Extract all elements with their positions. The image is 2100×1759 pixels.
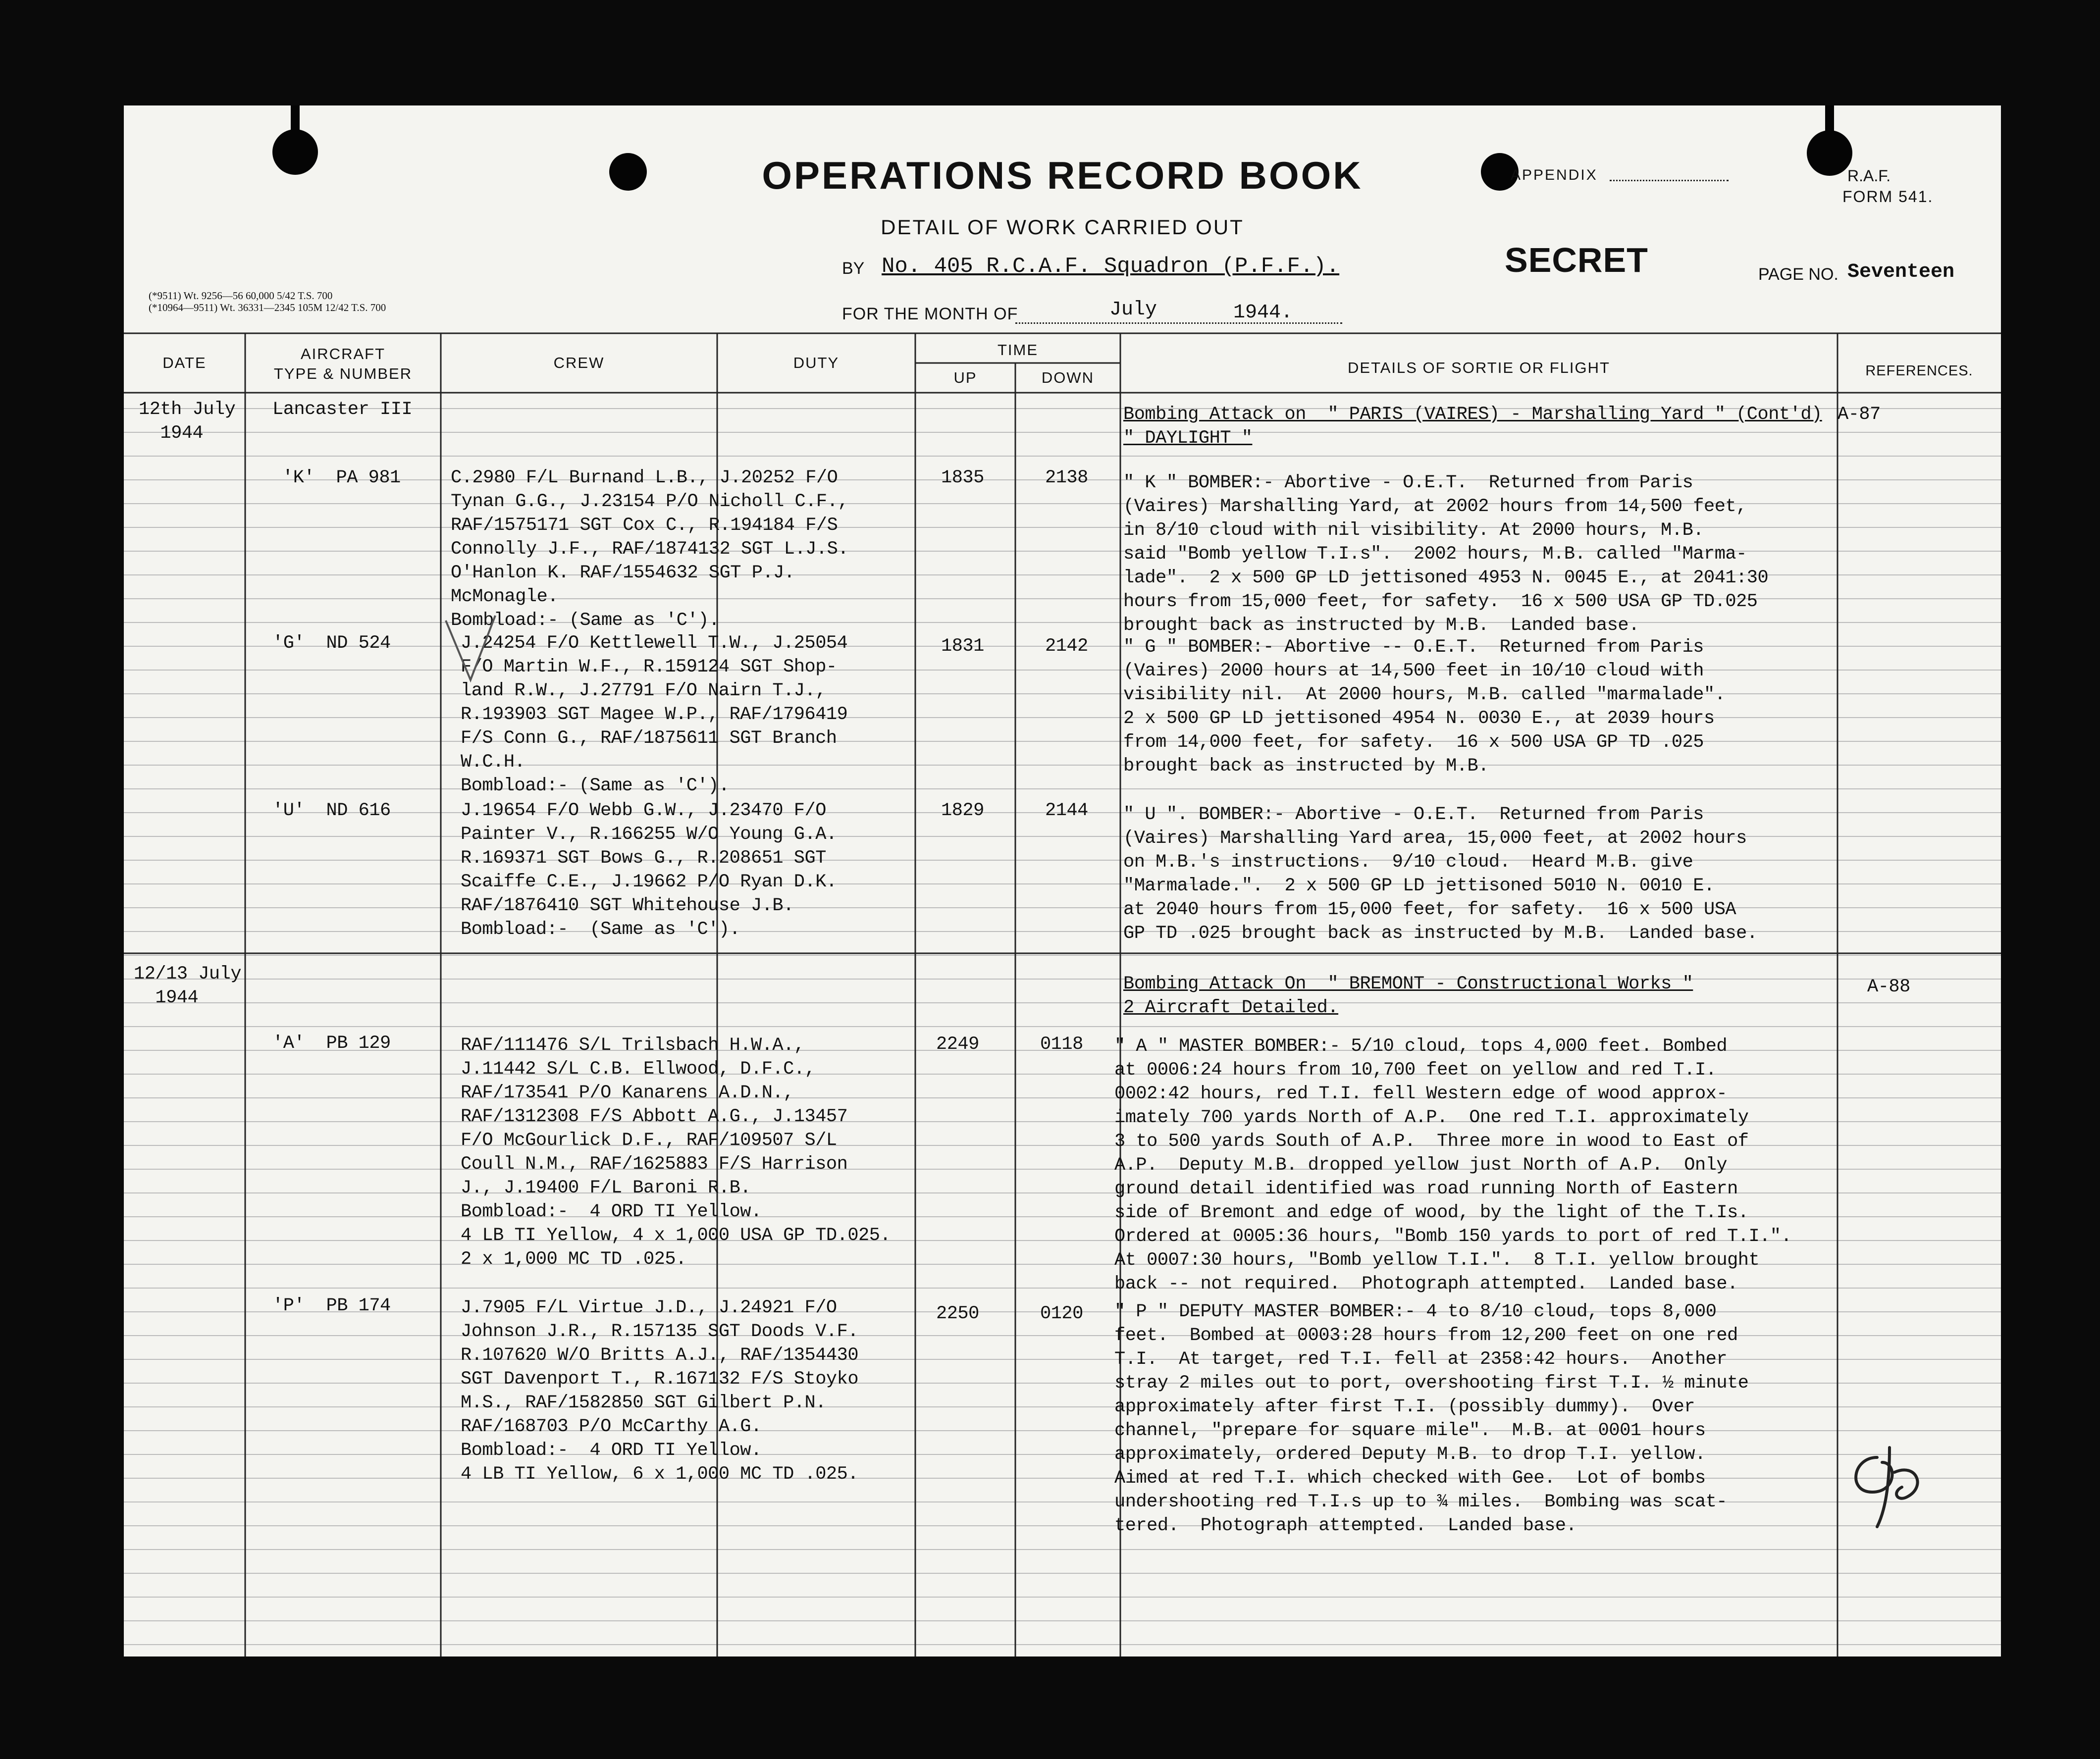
page-number-value: Seventeen [1847,261,1955,283]
aircraft-u: 'U' ND 616 [272,800,391,821]
sortie-heading-bremont: Bombing Attack On " BREMONT - Constructional Works " 2 Aircraft Detailed. [1123,974,1693,1018]
time-up-u: 1829 [941,800,984,821]
date-cell-1: 12th July 1944 [139,399,236,444]
details-p: " P " DEPUTY MASTER BOMBER:- 4 to 8/10 cloud, tops 8,000 feet. Bombed at 0003:28 hours from 12,200 feet on one red T.I. At target, red T.I. fell at 2358:42 hours. Another stray 2 miles out to port, overshooting first T.I. ½ minute approximately after first T.I. (possibly dummy). Over channel, "prepare for square mile". M.B. at 0001 hours approximately, ordered Deputy M.B. to drop T.I. yellow. Aimed at red T.I. which checked with Gee. Lot of bombs undershooting red T.I.s up to ¾ miles. Bombing was scat- tered. Photograph attempted. Landed base. [1114,1301,1749,1536]
details-k: " K " BOMBER:- Abortive - O.E.T. Returned from Paris (Vaires) Marshalling Yard, at 2002 hours from 14,500 feet, in 8/10 cloud with nil visibility. At 2000 hours, M.B. said "Bomb yellow T.I.s". 2002 hours, M.B. called "Marma- lade". 2 x 500 GP LD jettisoned 4953 N. 0045 E., at 2041:30 hours from 15,000 feet, for safety. 16 x 500 USA GP TD.025 brought back as instructed by M.B. Landed base. [1123,472,1769,636]
time-up-k: 1835 [941,467,984,488]
handwritten-initials [1842,1428,1942,1537]
month-value: July [1109,299,1157,321]
date-cell-2: 12/13 July 1944 [134,964,242,1008]
col-header-date: DATE [162,354,207,371]
print-line-1: (*9511) Wt. 9256—56 60,000 5/42 T.S. 700 [149,290,333,302]
record-sheet [124,105,2001,1656]
page-subtitle: DETAIL OF WORK CARRIED OUT [881,215,1244,239]
sortie-heading-paris: Bombing Attack on " PARIS (VAIRES) - Marshalling Yard " (Cont'd) " DAYLIGHT " [1123,404,1822,449]
time-down-g: 2142 [1045,636,1088,657]
col-header-aircraft-line2: TYPE & NUMBER [273,365,413,382]
col-header-time-down: DOWN [1041,369,1095,386]
aircraft-k: 'K' PA 981 [282,467,401,488]
aircraft-p: 'P' PB 174 [272,1295,391,1316]
crew-p: J.7905 F/L Virtue J.D., J.24921 F/O Johnson J.R., R.157135 SGT Doods V.F. R.107620 W/O Britts A.J., RAF/1354430 SGT Davenport T., R.167132 F/S Stoyko M.S., RAF/1582850 SGT Gilbert P.N. RAF/168703 P/O McCarthy A.G. Bombload:- 4 ORD TI Yellow. 4 LB TI Yellow, 6 x 1,000 MC TD .025. [461,1297,859,1485]
form-ref-line1: R.A.F. [1847,167,1891,185]
aircraft-type-cell: Lancaster III [272,399,413,420]
time-up-g: 1831 [941,636,984,657]
page-title: OPERATIONS RECORD BOOK [762,154,1363,197]
col-header-details: DETAILS OF SORTIE OR FLIGHT [1348,359,1610,376]
print-line-2: (*10964—9511) Wt. 36331—2345 105M 12/42 T.S. 700 [149,302,386,313]
time-down-p: 0120 [1040,1303,1083,1324]
aircraft-g: 'G' ND 524 [272,633,391,654]
by-label: BY [842,259,865,278]
col-header-duty: DUTY [793,354,840,371]
reference-a88: A-88 [1867,977,1910,997]
reference-a87: A-87 [1838,404,1881,425]
page-number-label: PAGE NO. [1758,265,1838,284]
col-header-time-up: UP [953,369,977,386]
year-value: 1944. [1233,302,1293,324]
details-a: " A " MASTER BOMBER:- 5/10 cloud, tops 4,000 feet. Bombed at 0006:24 hours from 10,700 feet on yellow and red T.I. 0002:42 hours, red T.I. fell Western edge of wood approx- imately 700 yards North of A.P. One red T.I. approximately 3 to 500 yards South of A.P. Three more in wood to East of A.P. Deputy M.B. dropped yellow just North of A.P. Only ground detail identified was road running North of Eastern side of Bremont and edge of wood, by the light of the T.Is. Ordered at 0005:36 hours, "Bomb 150 yards to port of red T.I.". At 0007:30 hours, "Bomb yellow T.I.". 8 T.I. yellow brought back -- not required. Photograph attempted. Landed base. [1114,1036,1792,1294]
month-label: FOR THE MONTH OF [842,305,1018,323]
appendix-label: APPENDIX [1511,167,1598,183]
by-value: No. 405 R.C.A.F. Squadron (P.F.F.). [882,254,1340,279]
col-header-time: TIME [997,341,1039,359]
time-down-a: 0118 [1040,1034,1083,1055]
col-header-aircraft-line1: AIRCRAFT [301,345,385,362]
time-down-k: 2138 [1045,467,1088,488]
form-ref-line2: FORM 541. [1842,188,1934,206]
col-header-references: REFERENCES. [1865,363,1973,379]
time-up-p: 2250 [936,1303,979,1324]
details-g: " G " BOMBER:- Abortive -- O.E.T. Returned from Paris (Vaires) 2000 hours at 14,500 feet in 10/10 cloud with visibility nil. At 2000 hours, M.B. called "marmalade". 2 x 500 GP LD jettisoned 4954 N. 0030 E., at 2039 hours from 14,000 feet, for safety. 16 x 500 USA GP TD .025 brought back as instructed by M.B. [1123,637,1726,776]
time-up-a: 2249 [936,1034,979,1055]
details-u: " U ". BOMBER:- Abortive - O.E.T. Returned from Paris (Vaires) Marshalling Yard area, 15,000 feet, at 2002 hours on M.B.'s instructions. 9/10 cloud. Heard M.B. give "Marmalade.". 2 x 500 GP LD jettisoned 5010 N. 0010 E. at 2040 hours from 15,000 feet, for safety. 16 x 500 USA GP TD .025 brought back as instructed by M.B. Landed base. [1123,804,1758,944]
time-down-u: 2144 [1045,800,1088,821]
crew-a: RAF/111476 S/L Trilsbach H.W.A., J.11442 S/L C.B. Ellwood, D.F.C., RAF/173541 P/O Kanarens A.D.N., RAF/1312308 F/S Abbott A.G., J.13457 F/O McGourlick D.F., RAF/109507 S/L Coull N.M., RAF/1625883 F/S Harrison J., J.19400 F/L Baroni R.B. Bombload:- 4 ORD TI Yellow. 4 LB TI Yellow, 4 x 1,000 USA GP TD.025. 2 x 1,000 MC TD .025. [461,1035,891,1270]
crew-k: C.2980 F/L Burnand L.B., J.20252 F/O Tynan G.G., J.23154 P/O Nicholl C.F., RAF/1575171 SGT Cox C., R.194184 F/S Connolly J.F., RAF/1874132 SGT L.J.S. O'Hanlon K. RAF/1554632 SGT P.J. McMonagle. Bombload:- (Same as 'C'). [451,467,849,631]
pencil-check-mark [441,611,500,690]
crew-g: J.24254 F/O Kettlewell T.W., J.25054 F/O Martin W.F., R.159124 SGT Shop- land R.W., J.27791 F/O Nairn T.J., R.193903 SGT Magee W.P., RAF/1796419 F/S Conn G., RAF/1875611 SGT Branch W.C.H. Bombload:- (Same as 'C'). [461,633,848,796]
aircraft-a: 'A' PB 129 [272,1033,391,1054]
col-header-crew: CREW [553,354,605,371]
crew-u: J.19654 F/O Webb G.W., J.23470 F/O Painter V., R.166255 W/O Young G.A. R.169371 SGT Bows G., R.208651 SGT Scaiffe C.E., J.19662 P/O Ryan D.K. RAF/1876410 SGT Whitehouse J.B. Bombload:- (Same as 'C'). [461,800,837,940]
secret-stamp: SECRET [1505,241,1648,279]
